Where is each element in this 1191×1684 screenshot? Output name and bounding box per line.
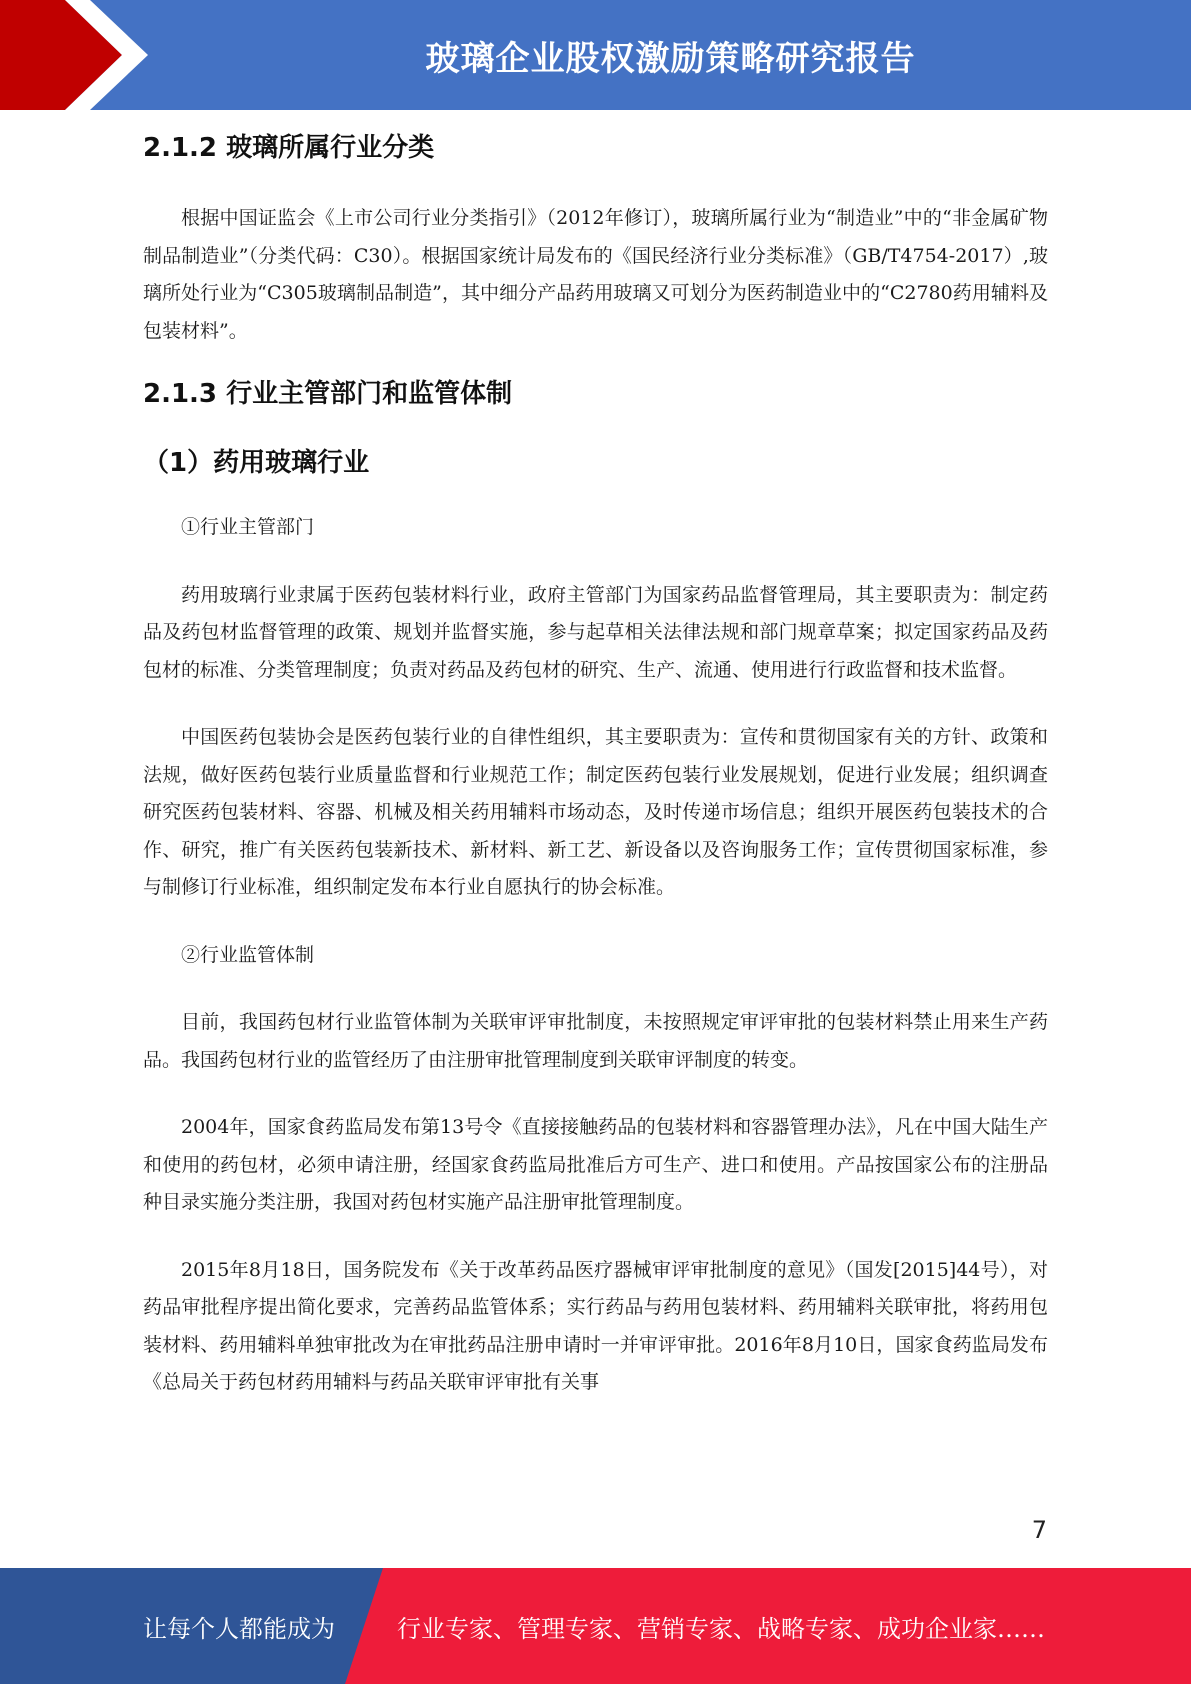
- footer-slogan-left: 让每个人都能成为: [143, 1614, 335, 1643]
- header-arrow-decoration: [0, 0, 170, 110]
- paragraph-authority-duties: 药用玻璃行业隶属于医药包装材料行业，政府主管部门为国家药品监督管理局，其主要职责为：制定药品及药包材监督管理的政策、规划并监督实施，参与起草相关法律法规和部门规章草案；拟定国家药品及药包材的标准、分类管理制度；负责对药品及药包材的研究、生产、流通、使用进行行政监督和技术监督。: [143, 583, 1048, 681]
- item-title-authority: ①行业主管部门: [181, 516, 315, 538]
- paragraph-regulation-2015: 2015年8月18日，国务院发布《关于改革药品医疗器械审评审批制度的意见》（国发[2015]44号），对药品审批程序提出简化要求，完善药品监管体系；实行药品与药用包装材料、药用辅料关联审批，将药用包装材料、药用辅料单独审批改为在审批药品注册申请时一并审评审批。2016年8月10日，国家食药监局发布《总局关于药包材药用辅料与药品关联审评审批有关事: [143, 1258, 1048, 1393]
- paragraph-regulation-current: 目前，我国药包材行业监管体制为关联审评审批制度，未按照规定审评审批的包装材料禁止用来生产药品。我国药包材行业的监管经历了由注册审批管理制度到关联审评制度的转变。: [143, 1011, 1048, 1071]
- paragraph-association-duties: 中国医药包装协会是医药包装行业的自律性组织，其主要职责为：宣传和贯彻国家有关的方针、政策和法规，做好医药包装行业质量监督和行业规范工作；制定医药包装行业发展规划，促进行业发展；组织调查研究医药包装材料、容器、机械及相关药用辅料市场动态，及时传递市场信息；组织开展医药包装技术的合作、研究，推广有关医药包装新技术、新材料、新工艺、新设备以及咨询服务工作；宣传贯彻国家标准，参与制修订行业标准，组织制定发布本行业自愿执行的协会标准。: [143, 726, 1048, 898]
- paragraph-industry-classification: 根据中国证监会《上市公司行业分类指引》（2012年修订），玻璃所属行业为“制造业”中的“非金属矿物制品制造业”（分类代码：C30）。根据国家统计局发布的《国民经济行业分类标准》（GB/T4754-2017）,玻璃所处行业为“C305玻璃制品制造”，其中细分产品药用玻璃又可划分为医药制造业中的“C2780药用辅料及包装材料”。: [143, 207, 1048, 342]
- paragraph-regulation-2004: 2004年，国家食药监局发布第13号令《直接接触药品的包装材料和容器管理办法》，凡在中国大陆生产和使用的药包材，必须申请注册，经国家食药监局批准后方可生产、进口和使用。产品按国家公布的注册品种目录实施分类注册，我国对药包材实施产品注册审批管理制度。: [143, 1116, 1048, 1213]
- page-header: [0, 0, 1191, 110]
- footer-slogan-right: 行业专家、管理专家、营销专家、战略专家、成功企业家……: [397, 1614, 1045, 1643]
- page-footer: [0, 1568, 1191, 1684]
- section-heading-2-1-2: 2.1.2 玻璃所属行业分类: [143, 133, 435, 163]
- page-number: 7: [1031, 1516, 1047, 1544]
- item-title-regulation: ②行业监管体制: [181, 943, 315, 966]
- subheading-pharma-glass: （1）药用玻璃行业: [143, 448, 370, 478]
- report-title: 玻璃企业股权激励策略研究报告: [425, 38, 916, 79]
- section-heading-2-1-3: 2.1.3 行业主管部门和监管体制: [143, 379, 513, 409]
- page-content: [143, 125, 1048, 1402]
